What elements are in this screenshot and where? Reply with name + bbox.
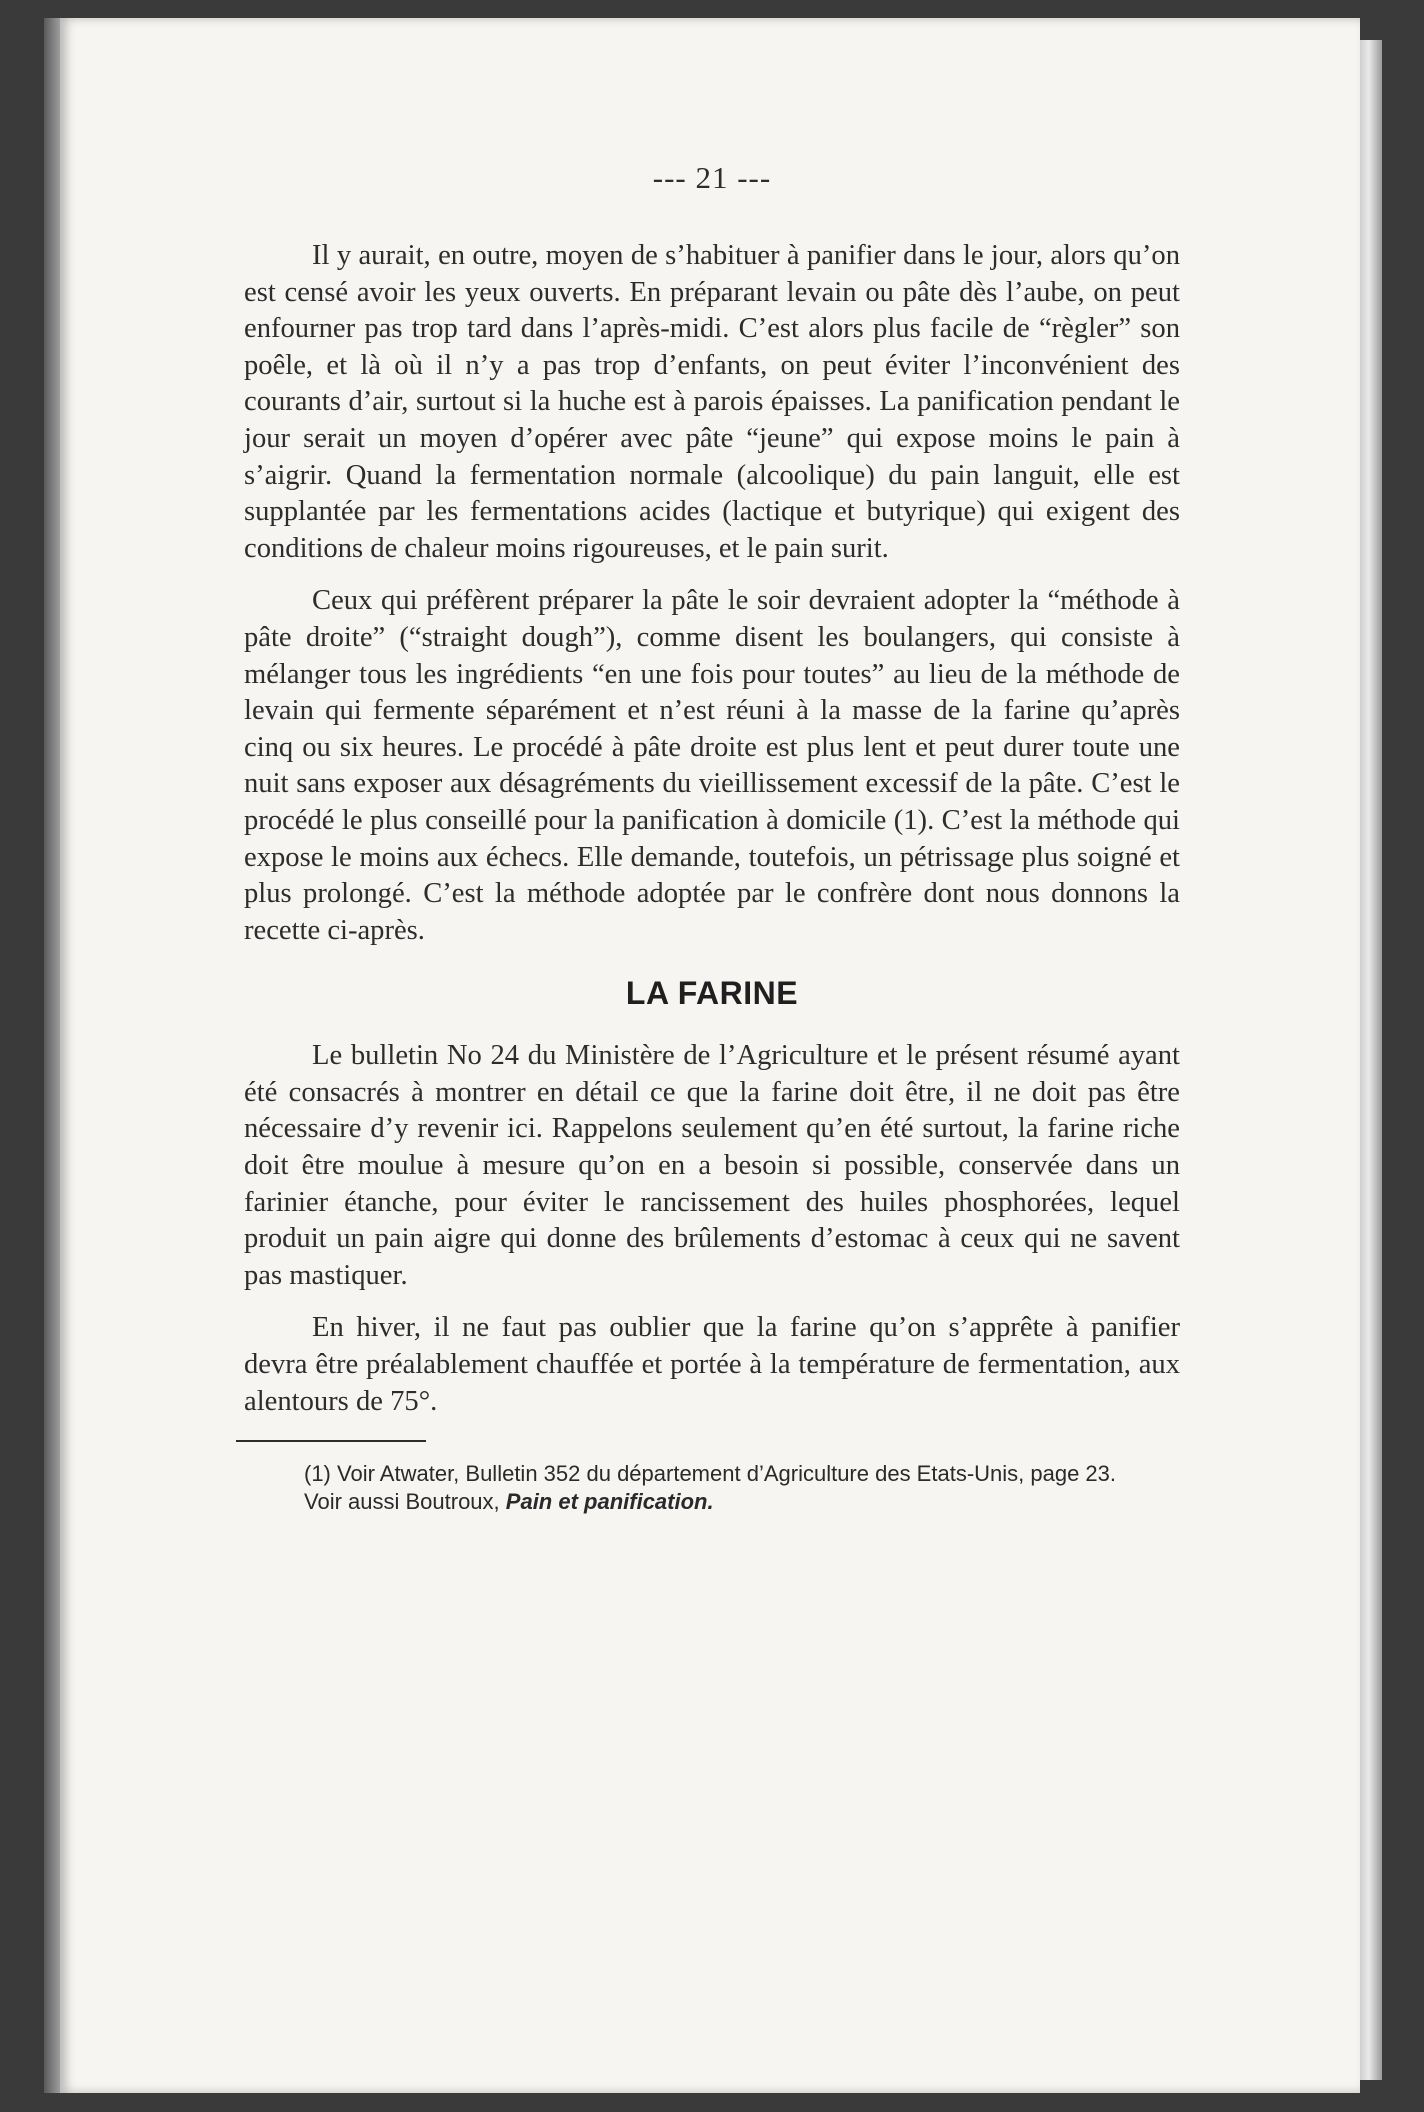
book-spine [44,18,60,2093]
footnote-reference-prefix: Voir aussi Boutroux, [304,1489,506,1515]
paragraph-straight-dough: Ceux qui préfèrent préparer la pâte le soir devraient adopter la “méthode à pâte droite” (“straight dough”), comme disent les boulangers, qui consiste à mélanger tous les ingrédients “en une fois pour toutes” au lieu de la méthode de levain qui fermente séparément et n’est réuni à la masse de la farine qu’après cinq ou six heures. Le procédé à pâte droite est plus lent et peut durer toute une nuit sans exposer aux désagréments du vieillissement excessif de la pâte. C’est le procédé le plus conseillé pour la panification à domicile (1). C’est la méthode qui expose le moins aux échecs. Elle demande, toutefois, un pétrissage plus soigné et plus prolongé. C’est la méthode adoptée par le confrère dont nous donnons la recette ci-après. [244,585,1180,946]
footnote-text: (1) Voir Atwater, Bulletin 352 du département d’Agriculture des Etats-Unis, page 23. [304,1461,1117,1487]
page-text [244,160,1180,1516]
paragraph-daytime-baking: Il y aurait, en outre, moyen de s’habituer à panifier dans le jour, alors qu’on est censé avoir les yeux ouverts. En préparant levain ou pâte dès l’aube, on peut enfourner pas trop tard dans l’après-midi. C’est alors plus facile de “règler” son poêle, et là où il n’y a pas trop d’enfants, on peut éviter l’inconvénient des courants d’air, surtout si la huche est à parois épaisses. La panification pendant le jour serait un moyen d’opérer avec pâte “jeune” qui expose moins le pain à s’aigrir. Quand la fermentation normale (alcoolique) du pain languit, elle est supplantée par les fermentations acides (lactique et butyrique) qui exigent des conditions de chaleur moins rigoureuses, et le pain surit. [244,240,1180,564]
paragraph-winter-flour: En hiver, il ne faut pas oublier que la farine qu’on s’apprête à panifier devra être préalablement chauffée et portée à la température de fermentation, aux alentours de 75°. [244,1312,1180,1417]
section-heading: LA FARINE [625,975,799,1012]
paragraph-flour-bulletin: Le bulletin No 24 du Ministère de l’Agriculture et le présent résumé ayant été consacrés à montrer en détail ce que la farine doit être, il ne doit pas être nécessaire d’y revenir ici. Rappelons seulement qu’en été surtout, la farine riche doit être moulue à mesure qu’on en a besoin si possible, conservée dans un farinier étanche, pour éviter le rancissement des huiles phosphorées, lequel produit un pain aigre qui donne des brûlements d’estomac à ceux qui ne savent pas mastiquer. [244,1040,1180,1291]
footnote-divider [236,1440,426,1442]
footnote-book-title: Pain et panification. [505,1489,714,1515]
page-number: --- 21 --- [652,160,772,195]
footnote-reference [244,1488,1180,1516]
page-edge [1360,40,1382,2080]
